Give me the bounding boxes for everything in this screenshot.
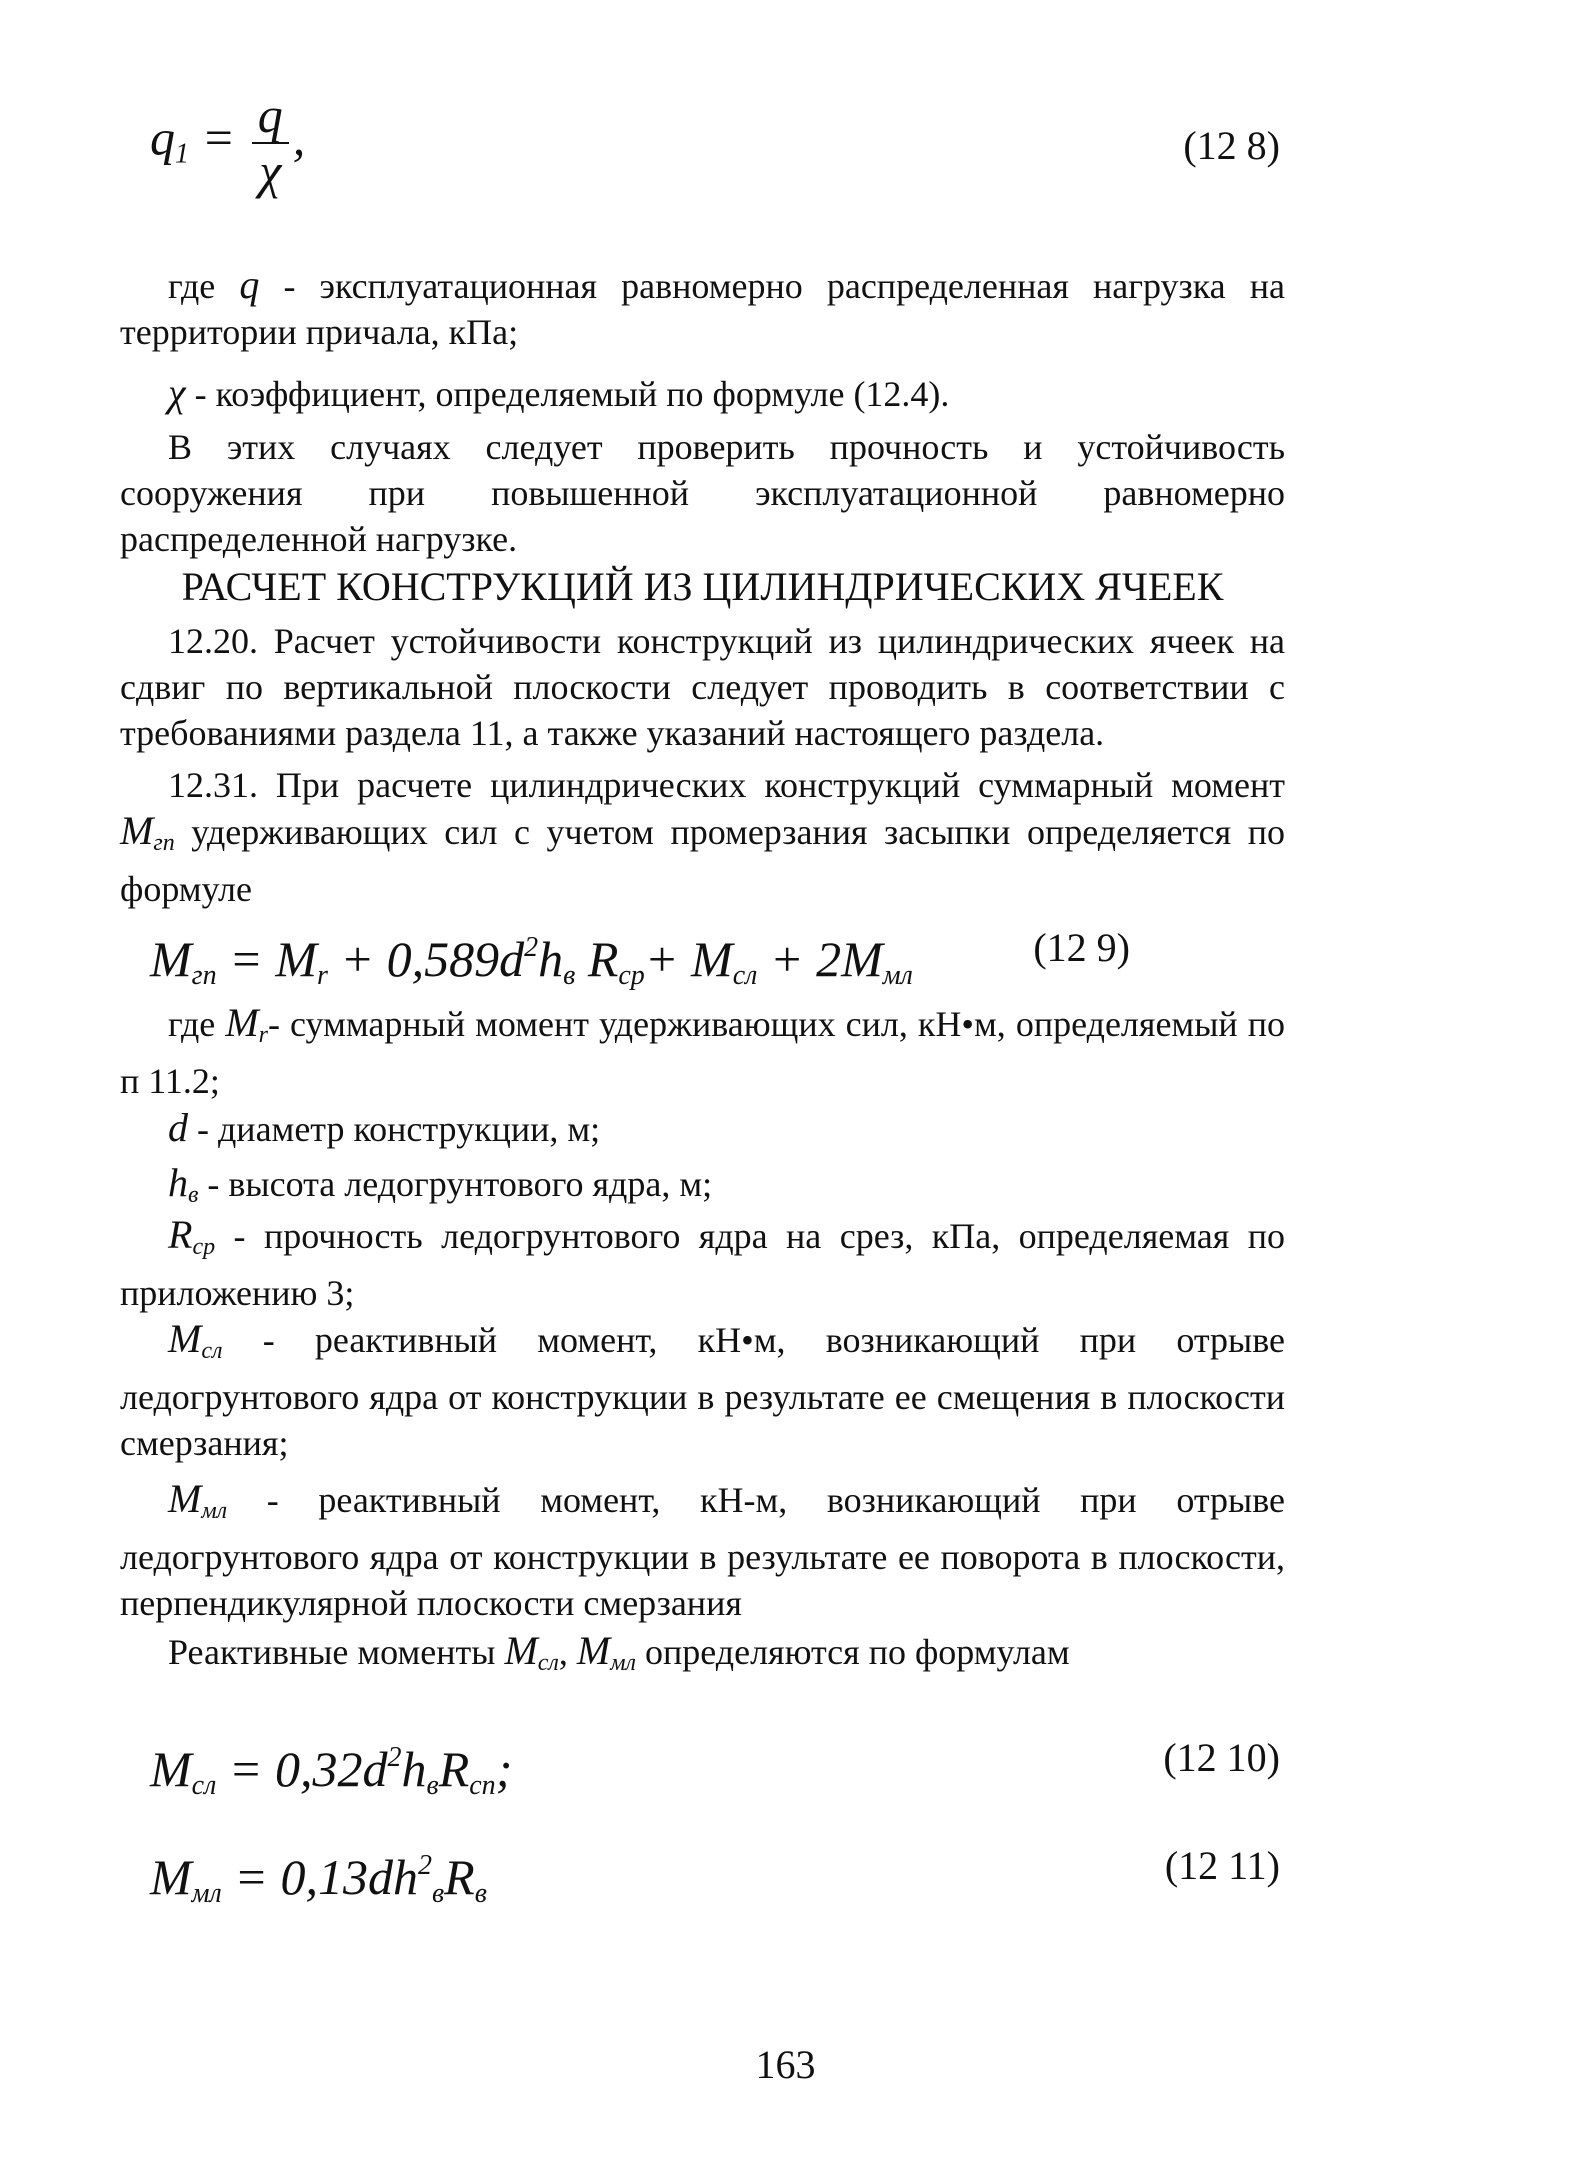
- variable: R: [168, 1212, 193, 1257]
- text-run: ,: [558, 1632, 577, 1672]
- formula-var: R: [438, 1741, 470, 1797]
- formula-var: R: [444, 1849, 475, 1905]
- variable-sub: в: [188, 1182, 199, 1208]
- formula-sub: гп: [191, 960, 217, 991]
- variable: χ: [168, 370, 186, 415]
- formula-sub: в: [426, 1770, 439, 1801]
- equals-sign: =: [216, 931, 276, 987]
- formula-sup: 2: [417, 1850, 432, 1881]
- formula-coef: = 0,13: [221, 1849, 368, 1905]
- text-run: удерживающих сил с учетом промерзания засыпки определяется по формуле: [120, 812, 1285, 909]
- text-run: - прочность ледогрунтового ядра на срез, кПа, определяемая по приложению 3;: [120, 1216, 1285, 1313]
- text-run: - высота ледогрунтового ядра, м;: [198, 1164, 713, 1204]
- formula-var: + 2M: [757, 931, 883, 987]
- variable: M: [576, 1628, 611, 1673]
- page-number: 163: [755, 2042, 816, 2087]
- variable: h: [168, 1160, 188, 1205]
- formula-sub: мл: [882, 960, 913, 991]
- section-heading: РАСЧЕТ КОНСТРУКЦИЙ ИЗ ЦИЛИНДРИЧЕСКИХ ЯЧЕЕК: [181, 564, 1224, 609]
- variable-sub: сл: [201, 1338, 223, 1364]
- paragraph-chi-definition: [120, 370, 1285, 417]
- formula-punct: ;: [495, 1741, 513, 1797]
- text-run: Реактивные моменты: [168, 1632, 505, 1672]
- formula-sub: 1: [175, 138, 189, 170]
- text-run: где: [168, 266, 240, 306]
- formula-12-9: [150, 918, 1280, 1006]
- fraction-denominator: χ: [259, 143, 282, 199]
- formula-number: (12 11): [1164, 1843, 1280, 1888]
- definition-mml: [120, 1476, 1285, 1626]
- formula-sup: 2: [387, 1742, 402, 1773]
- formula-var: d: [362, 1741, 388, 1797]
- variable: M: [168, 1316, 202, 1361]
- text-run: 12.31. При расчете цилиндрических конструкций суммарный момент: [168, 765, 1285, 805]
- variable: M: [225, 1000, 259, 1045]
- formula-sub: сл: [191, 1770, 217, 1801]
- variable: M: [504, 1628, 538, 1673]
- paragraph-12-20: 12.20. Расчет устойчивости конструкций из цилиндрических ячеек на сдвиг по вертикальной плоскости следует проводить в соответствии с требованиями раздела 11, а также указаний настоящего раздела.: [120, 621, 1285, 753]
- formula-punct: ,: [292, 109, 306, 166]
- text-run: где: [168, 1004, 226, 1044]
- formula-sub: сп: [469, 1770, 496, 1801]
- formula-sub: в: [474, 1878, 487, 1909]
- formula-sub: сл: [732, 960, 758, 991]
- fraction-numerator: q: [252, 88, 289, 144]
- paragraph-12-31: [120, 762, 1285, 912]
- formula-var: R: [587, 931, 619, 987]
- text-run: - диаметр конструкции, м;: [188, 1109, 601, 1149]
- variable-sub: гп: [153, 830, 175, 856]
- formula-var: + M: [644, 931, 733, 987]
- text-run: определяются по формулам: [636, 1632, 1070, 1672]
- formula-number: (12 10): [1163, 1735, 1280, 1780]
- variable-sub: ср: [192, 1234, 216, 1260]
- formula-12-10: [150, 1728, 1280, 1816]
- definition-msl: [120, 1316, 1285, 1466]
- variable-sub: мл: [610, 1650, 636, 1676]
- variable-sub: r: [258, 1022, 268, 1048]
- variable: q: [239, 262, 260, 307]
- text-run: - реактивный момент, кН•м, возникающий при отрыве ледогрунтового ядра от конструкции в результате ее смещения в плоскости смерзания;: [120, 1320, 1285, 1463]
- variable: d: [168, 1105, 188, 1150]
- formula-sub: в: [431, 1878, 445, 1909]
- formula-coef: = 0,32: [216, 1741, 363, 1797]
- paragraph-q-definition: [120, 262, 1285, 355]
- formula-var: d: [499, 931, 525, 987]
- definition-hv: [120, 1160, 1285, 1218]
- equals-sign: =: [201, 109, 236, 166]
- definition-mr: [120, 1000, 1285, 1104]
- variable: M: [168, 1476, 202, 1521]
- formula-coef: + 0,589: [327, 931, 500, 987]
- formula-number: (12 8): [1183, 123, 1280, 168]
- variable-sub: сл: [537, 1650, 559, 1676]
- formula-sub: мл: [191, 1878, 222, 1909]
- variable-sub: мл: [201, 1498, 228, 1524]
- formula-var: M: [275, 931, 317, 987]
- paragraph-reactive-moments: [120, 1628, 1285, 1686]
- formula-sub: ср: [618, 960, 645, 991]
- paragraph-check-note: В этих случаях следует проверить прочность и устойчивость сооружения при повышенной эксплуатационной равномерно распределенной нагрузке.: [120, 427, 1285, 559]
- text-run: - суммарный момент удерживающих сил, кН•м, определяемый по п 11.2;: [120, 1004, 1285, 1101]
- formula-12-8: [150, 88, 1280, 198]
- formula-number: (12 9): [1033, 925, 1130, 970]
- formula-sup: 2: [524, 932, 539, 963]
- formula-var: h: [538, 931, 564, 987]
- formula-var: M: [150, 1741, 192, 1797]
- formula-var: M: [150, 1849, 192, 1905]
- definition-rsr: [120, 1212, 1285, 1316]
- formula-sub: r: [317, 960, 328, 991]
- variable: M: [120, 808, 154, 853]
- formula-var: q: [150, 109, 175, 166]
- text-run: - коэффициент, определяемый по формуле (12.4).: [185, 374, 950, 414]
- text-run: - эксплуатационная равномерно распределенная нагрузка на территории причала, кПа;: [120, 266, 1285, 352]
- formula-var: dh: [367, 1849, 418, 1905]
- formula-12-11: [150, 1836, 1280, 1924]
- text-run: - реактивный момент, кН-м, возникающий при отрыве ледогрунтового ядра от конструкции в результате ее поворота в плоскости, перпендикулярной плоскости смерзания: [120, 1480, 1285, 1623]
- formula-var: M: [150, 931, 192, 987]
- fraction: [252, 88, 289, 198]
- definition-d: [120, 1105, 1285, 1152]
- formula-var: h: [401, 1741, 427, 1797]
- formula-sub: в: [563, 960, 576, 991]
